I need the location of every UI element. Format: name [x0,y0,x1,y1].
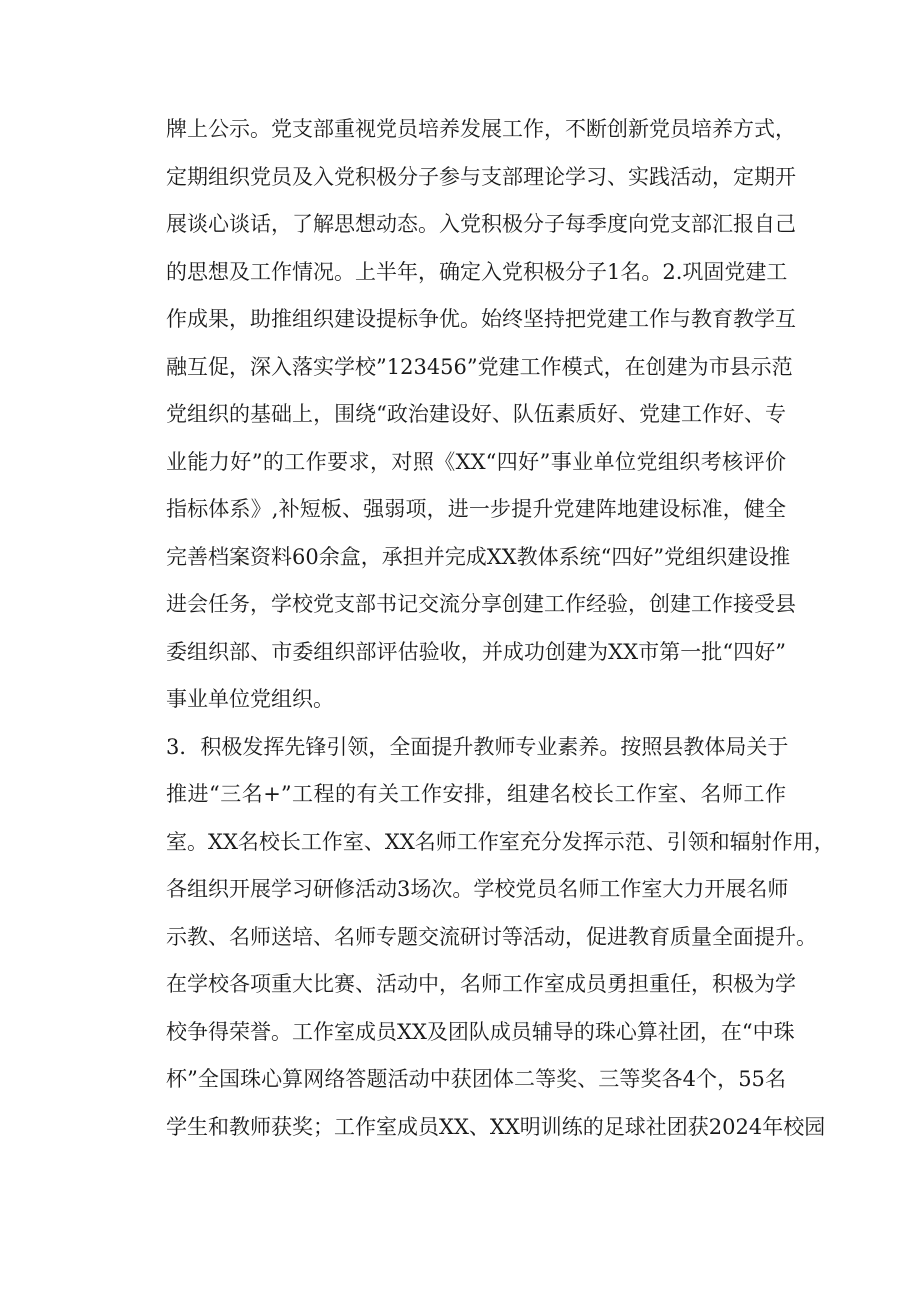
text-line: 的思想及工作情况。上半年，确定入党积极分子1名。2.巩固党建工 [166,259,788,284]
text-line: 在学校各项重大比赛、活动中，名师工作室成员勇担重任，积极为学 [166,972,796,996]
text-line: 完善档案资料60余盒，承担并完成XX教体系统“四好”党组织建设推 [166,544,791,569]
text-line: 融互促，深入落实学校”123456”党建工作模式，在创建为市县示范 [166,354,793,379]
text-line: 各组织开展学习研修活动3场次。学校党员名师工作室大力开展名师 [166,877,789,901]
text-line: 作成果，助推组织建设提标争优。始终坚持把党建工作与教育教学互 [166,307,796,331]
text-line: 3．积极发挥先锋引领，全面提升教师专业素养。按照县教体局关于 [166,734,789,759]
text-line: 牌上公示。党支部重视党员培养发展工作，不断创新党员培养方式， [166,117,796,141]
text-line: 学生和教师获奖；工作室成员XX、XX明训练的足球社团获2024年校园 [166,1114,826,1139]
text-line: 定期组织党员及入党积极分子参与支部理论学习、实践活动，定期开 [166,164,796,189]
text-line: 展谈心谈话，了解思想动态。入党积极分子每季度向党支部汇报自己 [166,212,796,236]
text-line: 指标体系》,补短板、强弱项，进一步提升党建阵地建设标准，健全 [166,497,786,521]
text-line: 示教、名师送培、名师专题交流研讨等活动，促进教育质量全面提升。 [166,924,817,949]
text-line: 党组织的基础上，围绕“政治建设好、队伍素质好、党建工作好、专 [166,402,786,426]
body-text [166,106,835,1151]
text-line: 推进“三名+”工程的有关工作安排，组建名校长工作室、名师工作 [166,782,786,806]
paragraph-end-line: 事业单位党组织。 [166,687,334,711]
text-line: 委组织部、市委组织部评估验收，并成功创建为XX市第一批“四好” [166,639,786,664]
text-line: 杯”全国珠心算网络答题活动中获团体二等奖、三等奖各4个，55名 [166,1067,786,1091]
text-line: 进会任务，学校党支部书记交流分享创建工作经验，创建工作接受县 [166,592,796,616]
text-line: 室。XX名校长工作室、XX名师工作室充分发挥示范、引领和辐射作用， [166,829,835,854]
text-line: 校争得荣誉。工作室成员XX及团队成员辅导的珠心算社团，在“中珠 [166,1019,795,1044]
text-line: 业能力好”的工作要求，对照《XX“四好”事业单位党组织考核评价 [166,449,786,474]
